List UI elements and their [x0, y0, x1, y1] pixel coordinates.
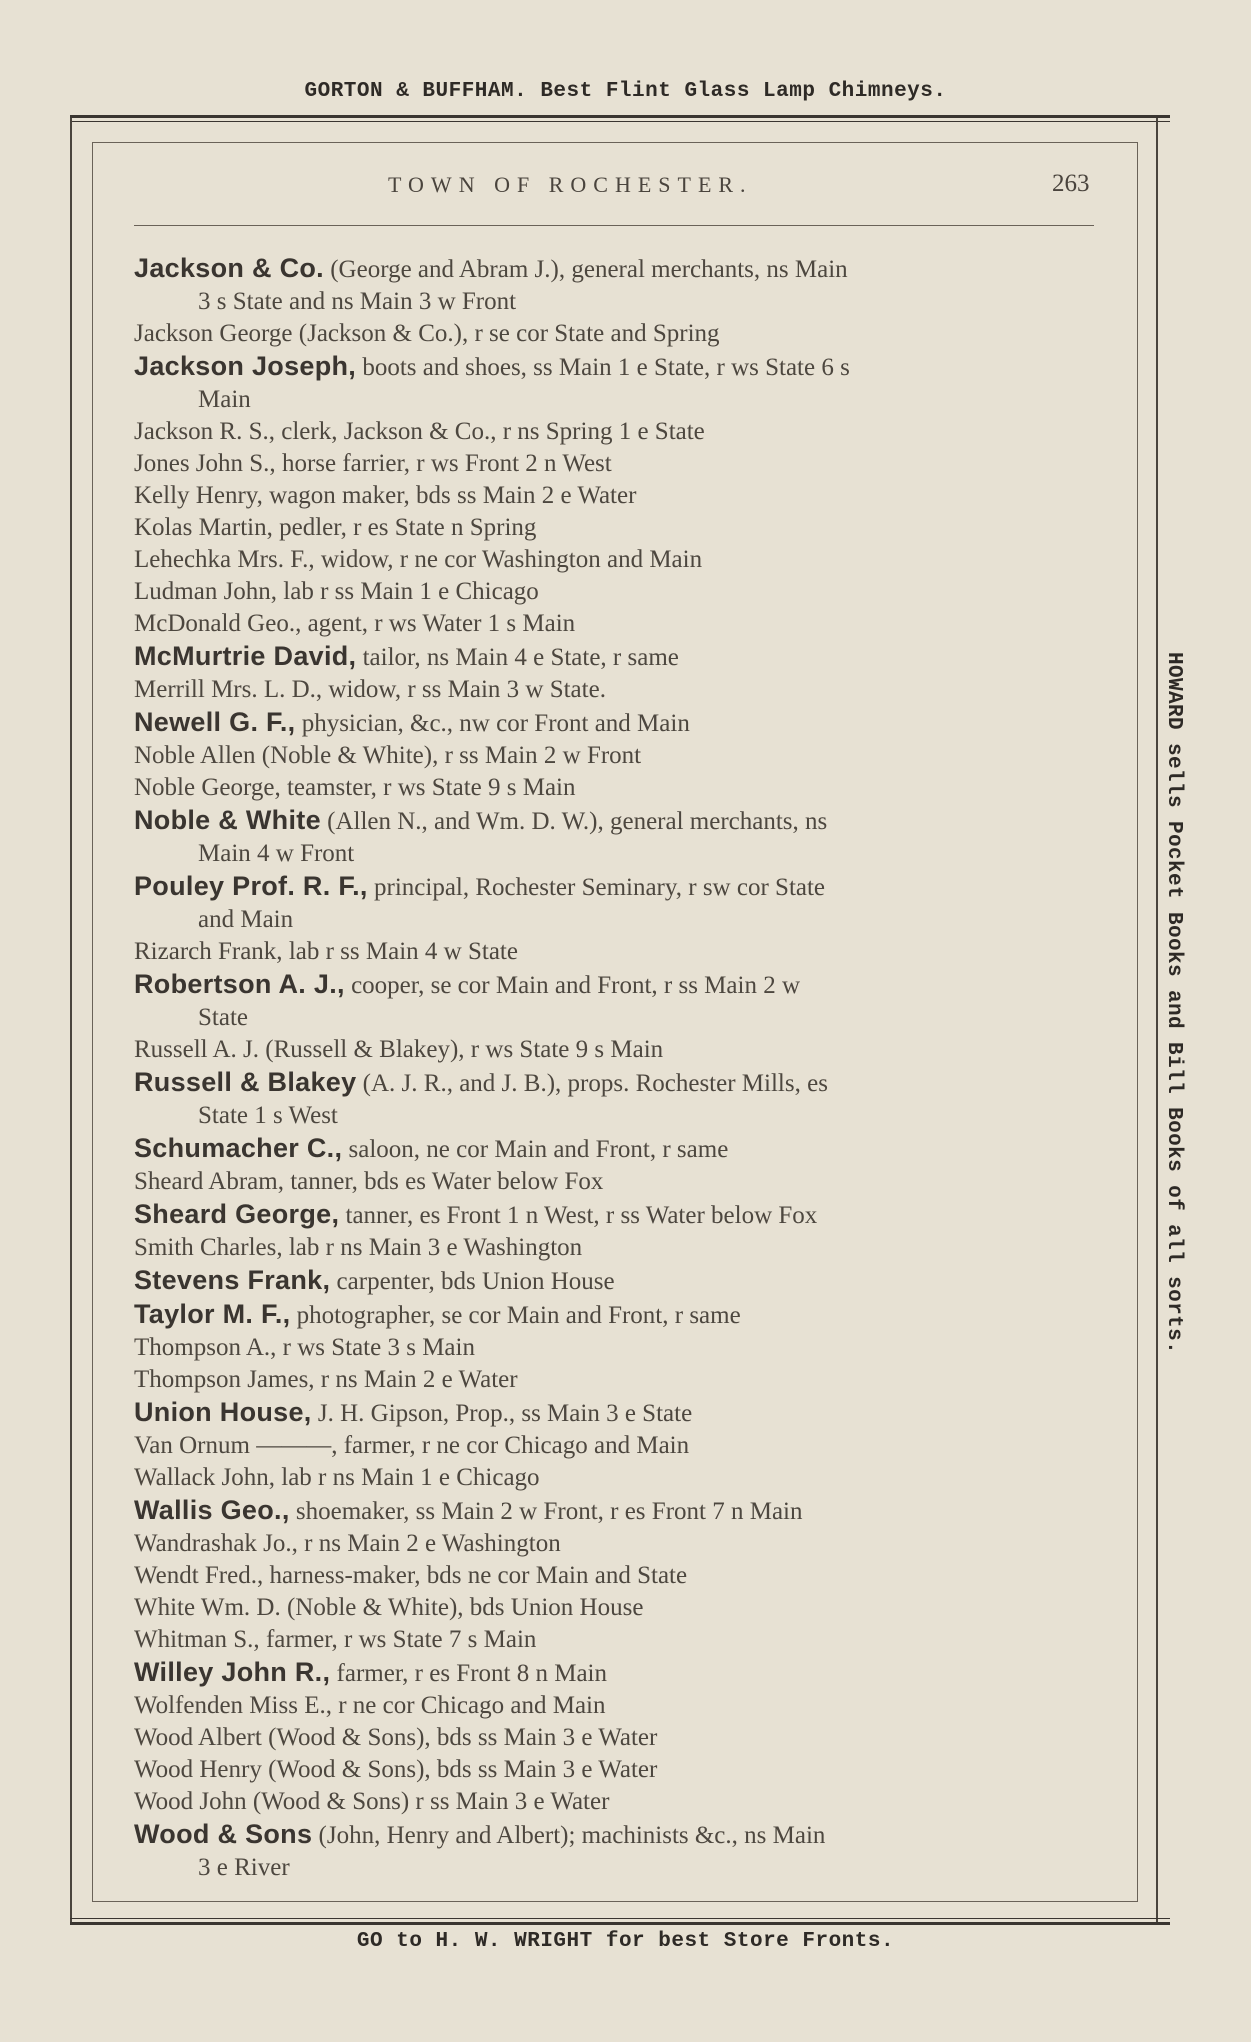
directory-entry — [134, 1430, 1094, 1462]
directory-entry — [134, 674, 1094, 706]
entry-line — [134, 512, 1094, 544]
entry-line — [134, 1332, 1094, 1364]
entry-details: (Wood & Sons) r ss Main 3 e Water — [246, 1788, 610, 1815]
directory-entry — [134, 968, 1094, 1034]
entry-details: lab r ss Main 1 e Chicago — [277, 578, 539, 605]
entry-name: Kelly Henry, — [134, 482, 263, 509]
entry-name: Taylor M. F., — [134, 1299, 291, 1329]
entry-name: Sheard Abram, — [134, 1168, 284, 1195]
entry-line — [134, 576, 1094, 608]
entry-line — [134, 870, 1094, 904]
entry-name: Union House, — [134, 1397, 312, 1427]
entry-continuation: State — [198, 1004, 248, 1031]
entry-continuation: State 1 s West — [198, 1102, 338, 1129]
entry-line — [134, 1722, 1094, 1754]
bottom-rule-thick — [70, 1922, 1170, 1925]
entry-details: lab r ns Main 3 e Washington — [282, 1234, 583, 1261]
entry-details: photographer, se cor Main and Front, r same — [290, 1302, 741, 1329]
directory-entry — [134, 1786, 1094, 1818]
entry-details: (Wood & Sons), bds ss Main 3 e Water — [261, 1724, 658, 1751]
entry-details: farmer, r es Front 8 n Main — [330, 1660, 608, 1687]
entry-details: (John, Henry and Albert); machinists &c., ns Main — [312, 1822, 826, 1849]
directory-entry — [134, 1132, 1094, 1166]
entry-details: lab r ss Main 4 w State — [282, 938, 518, 965]
entry-details: (Noble & White), bds Union House — [280, 1594, 644, 1621]
entry-name: Thompson A., — [134, 1334, 277, 1361]
entry-details: r ne cor Chicago and Main — [331, 1692, 606, 1719]
entry-name: Jones John S., — [134, 450, 276, 477]
entry-details: tanner, es Front 1 n West, r ss Water below Fox — [339, 1202, 818, 1229]
entry-line — [134, 1396, 1094, 1430]
entry-line — [134, 1690, 1094, 1722]
entry-name: Russell & Blakey — [134, 1067, 357, 1097]
entry-line — [134, 480, 1094, 512]
entry-details: teamster, r ws State 9 s Main — [280, 774, 576, 801]
directory-entry — [134, 1818, 1094, 1884]
entry-details: (Noble & White), r ss Main 2 w Front — [255, 742, 642, 769]
entry-line — [134, 1298, 1094, 1332]
entry-details: r ns Main 2 e Water — [314, 1366, 518, 1393]
entry-details: (Jackson & Co.), r se cor State and Spring — [292, 320, 720, 347]
entry-name: Schumacher C., — [134, 1133, 343, 1163]
entry-name: Willey John R., — [134, 1657, 331, 1687]
entry-line — [134, 1364, 1094, 1396]
running-head: TOWN OF ROCHESTER. — [388, 172, 753, 197]
entry-line — [134, 1232, 1094, 1264]
directory-entry — [134, 1332, 1094, 1364]
entry-line — [134, 968, 1094, 1002]
entry-line — [134, 448, 1094, 480]
entry-continuation: 3 s State and ns Main 3 w Front — [198, 288, 517, 315]
entry-line — [134, 936, 1094, 968]
directory-entry — [134, 1198, 1094, 1232]
entry-line — [134, 1786, 1094, 1818]
entry-line — [134, 1624, 1094, 1656]
entry-details: ———, farmer, r ne cor Chicago and Main — [249, 1432, 690, 1459]
entry-name: McDonald Geo., — [134, 610, 302, 637]
entry-details: (George and Abram J.), general merchants, ns Main — [323, 256, 848, 283]
entry-name: Wallis Geo., — [134, 1495, 290, 1525]
entry-name: Ludman John, — [134, 578, 278, 605]
entry-details: carpenter, bds Union House — [330, 1268, 615, 1295]
directory-entry — [134, 804, 1094, 870]
entry-name: Pouley Prof. R. F., — [134, 871, 368, 901]
entry-name: Wood Albert — [134, 1724, 262, 1751]
directory-entry — [134, 1066, 1094, 1132]
entry-line — [134, 1560, 1094, 1592]
entry-name: McMurtrie David, — [134, 641, 357, 671]
entry-name: Merrill Mrs. L. D., — [134, 676, 323, 703]
directory-entry — [134, 1722, 1094, 1754]
entry-name: Van Ornum — [134, 1432, 250, 1459]
entry-name: White Wm. D. — [134, 1594, 281, 1621]
directory-entry — [134, 1298, 1094, 1332]
entry-details: r ws State 3 s Main — [276, 1334, 475, 1361]
entry-line — [134, 1264, 1094, 1298]
entry-name: Jackson R. S., — [134, 418, 275, 445]
entry-details: r ns Main 2 e Washington — [297, 1530, 561, 1557]
entry-continuation: 3 e River — [198, 1854, 290, 1881]
entry-details: tanner, bds es Water below Fox — [283, 1168, 604, 1195]
entry-details: saloon, ne cor Main and Front, r same — [342, 1136, 729, 1163]
directory-entry — [134, 1396, 1094, 1430]
entry-name: Wolfenden Miss E., — [134, 1692, 332, 1719]
directory-entry — [134, 640, 1094, 674]
entry-name: Kolas Martin, — [134, 514, 273, 541]
entry-line — [134, 252, 1094, 286]
directory-entry — [134, 350, 1094, 416]
directory-entry — [134, 1232, 1094, 1264]
directory-entry — [134, 1494, 1094, 1528]
directory-entry — [134, 252, 1094, 318]
entry-name: Rizarch Frank, — [134, 938, 283, 965]
entry-name: Newell G. F., — [134, 707, 296, 737]
directory-entry — [134, 448, 1094, 480]
entry-line — [134, 640, 1094, 674]
entry-details: harness-maker, bds ne cor Main and State — [263, 1562, 688, 1589]
directory-entry — [134, 1656, 1094, 1690]
entry-line — [134, 1656, 1094, 1690]
entry-line — [134, 1166, 1094, 1198]
entry-name: Russell A. J. — [134, 1036, 260, 1063]
entry-name: Wood Henry — [134, 1756, 262, 1783]
entry-details: cooper, se cor Main and Front, r ss Main 2 w — [344, 972, 800, 999]
entry-details: principal, Rochester Seminary, r sw cor State — [367, 874, 826, 901]
directory-entry — [134, 870, 1094, 936]
entry-details: wagon maker, bds ss Main 2 e Water — [262, 482, 637, 509]
entry-name: Lehechka Mrs. F., — [134, 546, 315, 573]
entry-name: Wood John — [134, 1788, 247, 1815]
entry-line — [134, 1198, 1094, 1232]
entry-continuation: and Main — [198, 906, 294, 933]
entry-details: widow, r ss Main 3 w State. — [322, 676, 606, 703]
entry-name: Wallack John, — [134, 1464, 276, 1491]
entry-line — [134, 674, 1094, 706]
entry-line — [134, 1818, 1094, 1852]
entry-details: J. H. Gipson, Prop., ss Main 3 e State — [311, 1400, 693, 1427]
entry-details: physician, &c., nw cor Front and Main — [295, 710, 690, 737]
directory-entry — [134, 576, 1094, 608]
directory-entry — [134, 1166, 1094, 1198]
entry-name: Thompson James, — [134, 1366, 315, 1393]
entry-line — [134, 1528, 1094, 1560]
directory-entry — [134, 1560, 1094, 1592]
entry-details: lab r ns Main 1 e Chicago — [275, 1464, 540, 1491]
entry-details: boots and shoes, ss Main 1 e State, r ws State 6 s — [356, 354, 850, 381]
directory-entry — [134, 544, 1094, 576]
directory-entry — [134, 1462, 1094, 1494]
entry-name: Stevens Frank, — [134, 1265, 331, 1295]
entry-name: Wendt Fred., — [134, 1562, 264, 1589]
directory-entry — [134, 318, 1094, 350]
entry-line — [134, 544, 1094, 576]
entry-details: (Russell & Blakey), r ws State 9 s Main — [259, 1036, 664, 1063]
entry-details: horse farrier, r ws Front 2 n West — [275, 450, 612, 477]
entry-line — [134, 740, 1094, 772]
entry-name: Sheard George, — [134, 1199, 340, 1229]
directory-entry — [134, 1754, 1094, 1786]
entry-name: Noble George, — [134, 774, 281, 801]
directory-entry — [134, 1034, 1094, 1066]
entry-line — [134, 608, 1094, 640]
entry-name: Noble Allen — [134, 742, 256, 769]
entry-line — [134, 1754, 1094, 1786]
entry-name: Smith Charles, — [134, 1234, 283, 1261]
directory-entry — [134, 1690, 1094, 1722]
entry-line — [134, 1132, 1094, 1166]
bottom-rule-thin — [70, 1918, 1170, 1919]
entry-continuation: Main 4 w Front — [198, 840, 355, 867]
directory-entry — [134, 1364, 1094, 1396]
entry-details: (Allen N., and Wm. D. W.), general merchants, ns — [320, 808, 828, 835]
entry-line — [134, 1430, 1094, 1462]
directory-entry — [134, 480, 1094, 512]
entry-line — [134, 804, 1094, 838]
entry-name: Noble & White — [134, 805, 321, 835]
directory-entries — [134, 252, 1094, 1884]
entry-continuation: Main — [198, 386, 251, 413]
header-rule — [134, 225, 1094, 226]
entry-line — [134, 416, 1094, 448]
directory-entry — [134, 1528, 1094, 1560]
entry-line — [134, 772, 1094, 804]
directory-entry — [134, 1592, 1094, 1624]
entry-name: Jackson George — [134, 320, 293, 347]
entry-details: agent, r ws Water 1 s Main — [301, 610, 576, 637]
directory-entry — [134, 416, 1094, 448]
entry-name: Robertson A. J., — [134, 969, 345, 999]
page-number: 263 — [1052, 170, 1090, 197]
entry-line — [134, 1592, 1094, 1624]
entry-line — [134, 1066, 1094, 1100]
side-advertisement: HOWARD sells Pocket Books and Bill Books of all sorts. — [1162, 652, 1185, 1355]
entry-details: farmer, r ws State 7 s Main — [259, 1626, 537, 1653]
entry-details: widow, r ne cor Washington and Main — [314, 546, 703, 573]
directory-entry — [134, 512, 1094, 544]
entry-line — [134, 318, 1094, 350]
entry-name: Wandrashak Jo., — [134, 1530, 298, 1557]
directory-entry — [134, 936, 1094, 968]
entry-line — [134, 350, 1094, 384]
directory-entry — [134, 772, 1094, 804]
entry-name: Jackson Joseph, — [134, 351, 357, 381]
entry-name: Whitman S., — [134, 1626, 260, 1653]
entry-details: pedler, r es State n Spring — [272, 514, 537, 541]
entry-details: tailor, ns Main 4 e State, r same — [356, 644, 679, 671]
entry-details: clerk, Jackson & Co., r ns Spring 1 e State — [274, 418, 705, 445]
entry-name: Wood & Sons — [134, 1819, 313, 1849]
entry-details: shoemaker, ss Main 2 w Front, r es Front 7 n Main — [289, 1498, 803, 1525]
entry-line — [134, 706, 1094, 740]
top-advertisement: GORTON & BUFFHAM. Best Flint Glass Lamp Chimneys. — [304, 80, 947, 103]
directory-entry — [134, 608, 1094, 640]
directory-entry — [134, 706, 1094, 740]
bottom-advertisement: GO to H. W. WRIGHT for best Store Fronts. — [356, 1930, 895, 1953]
entry-details: (A. J. R., and J. B.), props. Rochester Mills, es — [356, 1070, 828, 1097]
entry-line — [134, 1034, 1094, 1066]
directory-entry — [134, 740, 1094, 772]
entry-details: (Wood & Sons), bds ss Main 3 e Water — [261, 1756, 658, 1783]
directory-entry — [134, 1624, 1094, 1656]
entry-line — [134, 1494, 1094, 1528]
entry-name: Jackson & Co. — [134, 253, 324, 283]
directory-entry — [134, 1264, 1094, 1298]
entry-line — [134, 1462, 1094, 1494]
